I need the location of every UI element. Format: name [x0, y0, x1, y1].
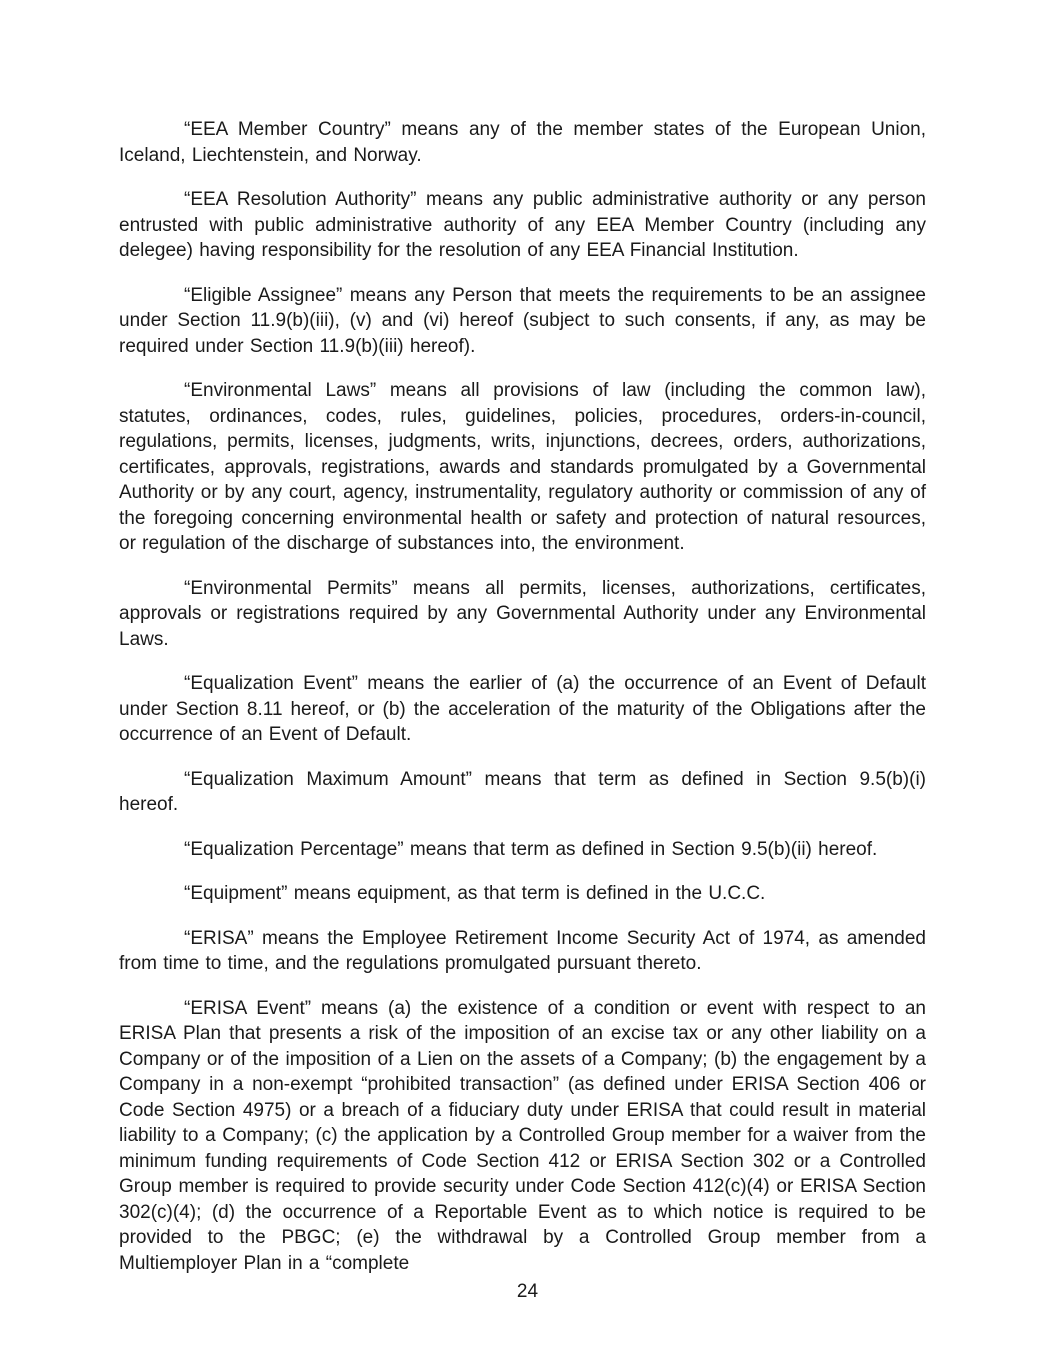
definition-erisa: “ERISA” means the Employee Retirement Income Security Act of 1974, as amended from time to time, and the regulations promulgated pursuant thereto. [119, 927, 926, 974]
page-number: 24 [516, 1281, 539, 1302]
definition-environmental-laws: “Environmental Laws” means all provisions of law (including the common law), statutes, ordinances, codes, rules, guidelines, policies, procedures, orders-in-council, regulations, permits, licenses, judgments, writs, injunctions, decrees, orders, authorizations, certificates, approvals, registrations, awards and standards promulgated by a Governmental Authority or by any court, agency, instrumentality, regulatory authority or commission of any of the foregoing concerning environmental health or safety and protection of natural resources, or regulation of the discharge of substances into, the environment. [119, 380, 926, 554]
definition-equipment: “Equipment” means equipment, as that term is defined in the U.C.C. [184, 883, 766, 904]
definition-equalization-maximum-amount: “Equalization Maximum Amount” means that term as defined in Section 9.5(b)(i) hereof. [119, 768, 926, 815]
definition-eligible-assignee: “Eligible Assignee” means any Person that meets the requirements to be an assignee under Section 11.9(b)(iii), (v) and (vi) hereof (subject to such consents, if any, as may be required under Section 11.9(b)(iii) hereof). [119, 284, 926, 357]
definition-environmental-permits: “Environmental Permits” means all permits, licenses, authorizations, certificates, approvals or registrations required by any Governmental Authority under any Environmental Laws. [119, 577, 926, 650]
definition-equalization-percentage: “Equalization Percentage” means that term as defined in Section 9.5(b)(ii) hereof. [184, 838, 878, 860]
definition-equalization-event: “Equalization Event” means the earlier of (a) the occurrence of an Event of Default under Section 8.11 hereof, or (b) the acceleration of the maturity of the Obligations after the occurrence of an Event of Default. [119, 673, 926, 745]
definition-eea-member-country: “EEA Member Country” means any of the member states of the European Union, Iceland, Liechtenstein, and Norway. [119, 119, 926, 166]
definition-erisa-event: “ERISA Event” means (a) the existence of a condition or event with respect to an ERISA Plan that presents a risk of the imposition of an excise tax or any other liability on a Company or of the imposition of a Lien on the assets of a Company; (b) the engagement by a Company in a non-exempt “prohibited transaction” (as defined under ERISA Section 406 or Code Section 4975) or a breach of a fiduciary duty under ERISA that could result in material liability to a Company; (c) the application by a Controlled Group member for a waiver from the minimum funding requirements of Code Section 412 or ERISA Section 302 or a Controlled Group member is required to provide security under Code Section 412(c)(4) or ERISA Section 302(c)(4); (d) the occurrence of a Reportable Event as to which notice is required to be provided to the PBGC; (e) the withdrawal by a Controlled Group member from a Multiemployer Plan in a “complete [119, 997, 926, 1274]
document-body [119, 117, 926, 1295]
definition-eea-resolution-authority: “EEA Resolution Authority” means any public administrative authority or any person entrusted with public administrative authority of any EEA Member Country (including any delegee) having responsibility for the resolution of any EEA Financial Institution. [119, 189, 926, 261]
